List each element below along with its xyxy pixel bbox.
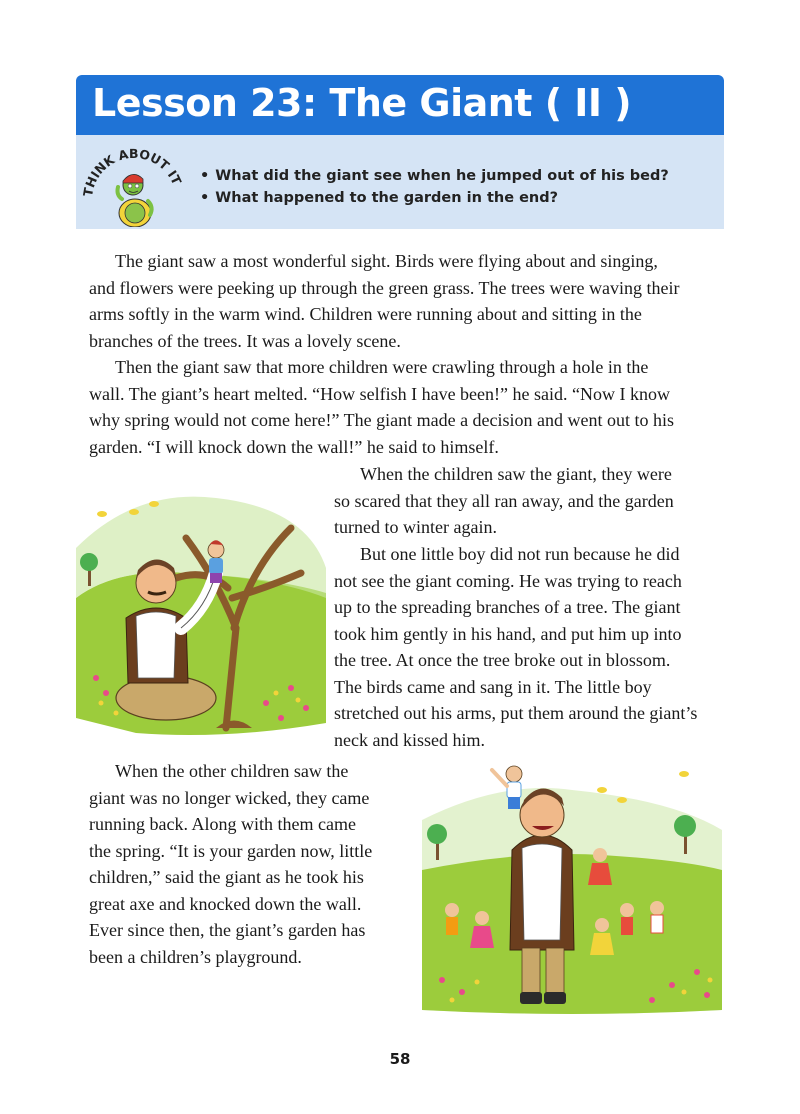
text-line: so scared that they all ran away, and the garden bbox=[334, 490, 674, 511]
think-about-it-box bbox=[76, 135, 724, 229]
text-line: not see the giant coming. He was trying to reach bbox=[334, 570, 682, 591]
text-line: giant was no longer wicked, they came bbox=[89, 787, 370, 808]
text-line: up to the spreading branches of a tree. The giant bbox=[334, 597, 681, 617]
story-paragraph-4 bbox=[334, 541, 697, 753]
story-paragraph-1 bbox=[89, 248, 679, 354]
text-line: and flowers were peeking up through the green grass. The trees were waving their bbox=[89, 277, 680, 298]
think-about-it-questions bbox=[200, 165, 669, 209]
text-line: garden. “I will knock down the wall!” he said to himself. bbox=[89, 436, 499, 457]
turtle-mascot-icon bbox=[118, 174, 152, 227]
text-line: Ever since then, the giant’s garden has bbox=[89, 920, 366, 940]
text-line: Then the giant saw that more children were crawling through a hole in the bbox=[115, 357, 649, 377]
text-line: stretched out his arms, put them around the giant’s bbox=[334, 703, 698, 723]
question-item: • What did the giant see when he jumped out of his bed? bbox=[200, 165, 669, 187]
text-line: When the children saw the giant, they were bbox=[360, 464, 672, 484]
text-line: turned to winter again. bbox=[334, 517, 497, 537]
text-line: the spring. “It is your garden now, little bbox=[89, 840, 373, 861]
lesson-title-banner bbox=[76, 75, 724, 135]
question-item: • What happened to the garden in the end? bbox=[200, 187, 669, 209]
text-line: When the other children saw the bbox=[115, 761, 349, 781]
lesson-title: Lesson 23: The Giant ( II ) bbox=[92, 81, 632, 125]
text-line: arms softly in the warm wind. Children were running about and sitting in the bbox=[89, 304, 642, 324]
story-paragraph-3 bbox=[334, 461, 674, 541]
think-about-it-logo bbox=[80, 139, 190, 227]
text-line: children,” said the giant as he took his bbox=[89, 867, 364, 887]
text-line: wall. The giant’s heart melted. “How selfish I have been!” he said. “Now I know bbox=[89, 383, 670, 404]
text-line: The birds came and sang in it. The little boy bbox=[334, 676, 652, 697]
think-about-it-arc-label: THINK ABOUT IT bbox=[80, 145, 185, 198]
story-paragraph-2 bbox=[89, 354, 674, 460]
giant-tree-illustration bbox=[76, 478, 326, 740]
text-line: why spring would not come here!” The giant made a decision and went out to his bbox=[89, 410, 675, 430]
text-line: But one little boy did not run because he did bbox=[360, 544, 680, 564]
text-line: neck and kissed him. bbox=[334, 729, 485, 750]
story-paragraph-5 bbox=[89, 758, 372, 970]
giant-children-illustration bbox=[422, 760, 722, 1018]
page-number: 58 bbox=[389, 1050, 411, 1068]
text-line: the tree. At once the tree broke out in blossom. bbox=[334, 650, 671, 670]
text-line: been a children’s playground. bbox=[89, 946, 302, 967]
text-line: branches of the trees. It was a lovely scene. bbox=[89, 330, 401, 351]
text-line: The giant saw a most wonderful sight. Birds were flying about and singing, bbox=[115, 251, 658, 271]
text-line: running back. Along with them came bbox=[89, 814, 356, 834]
text-line: took him gently in his hand, and put him up into bbox=[334, 623, 682, 644]
text-line: great axe and knocked down the wall. bbox=[89, 893, 362, 914]
